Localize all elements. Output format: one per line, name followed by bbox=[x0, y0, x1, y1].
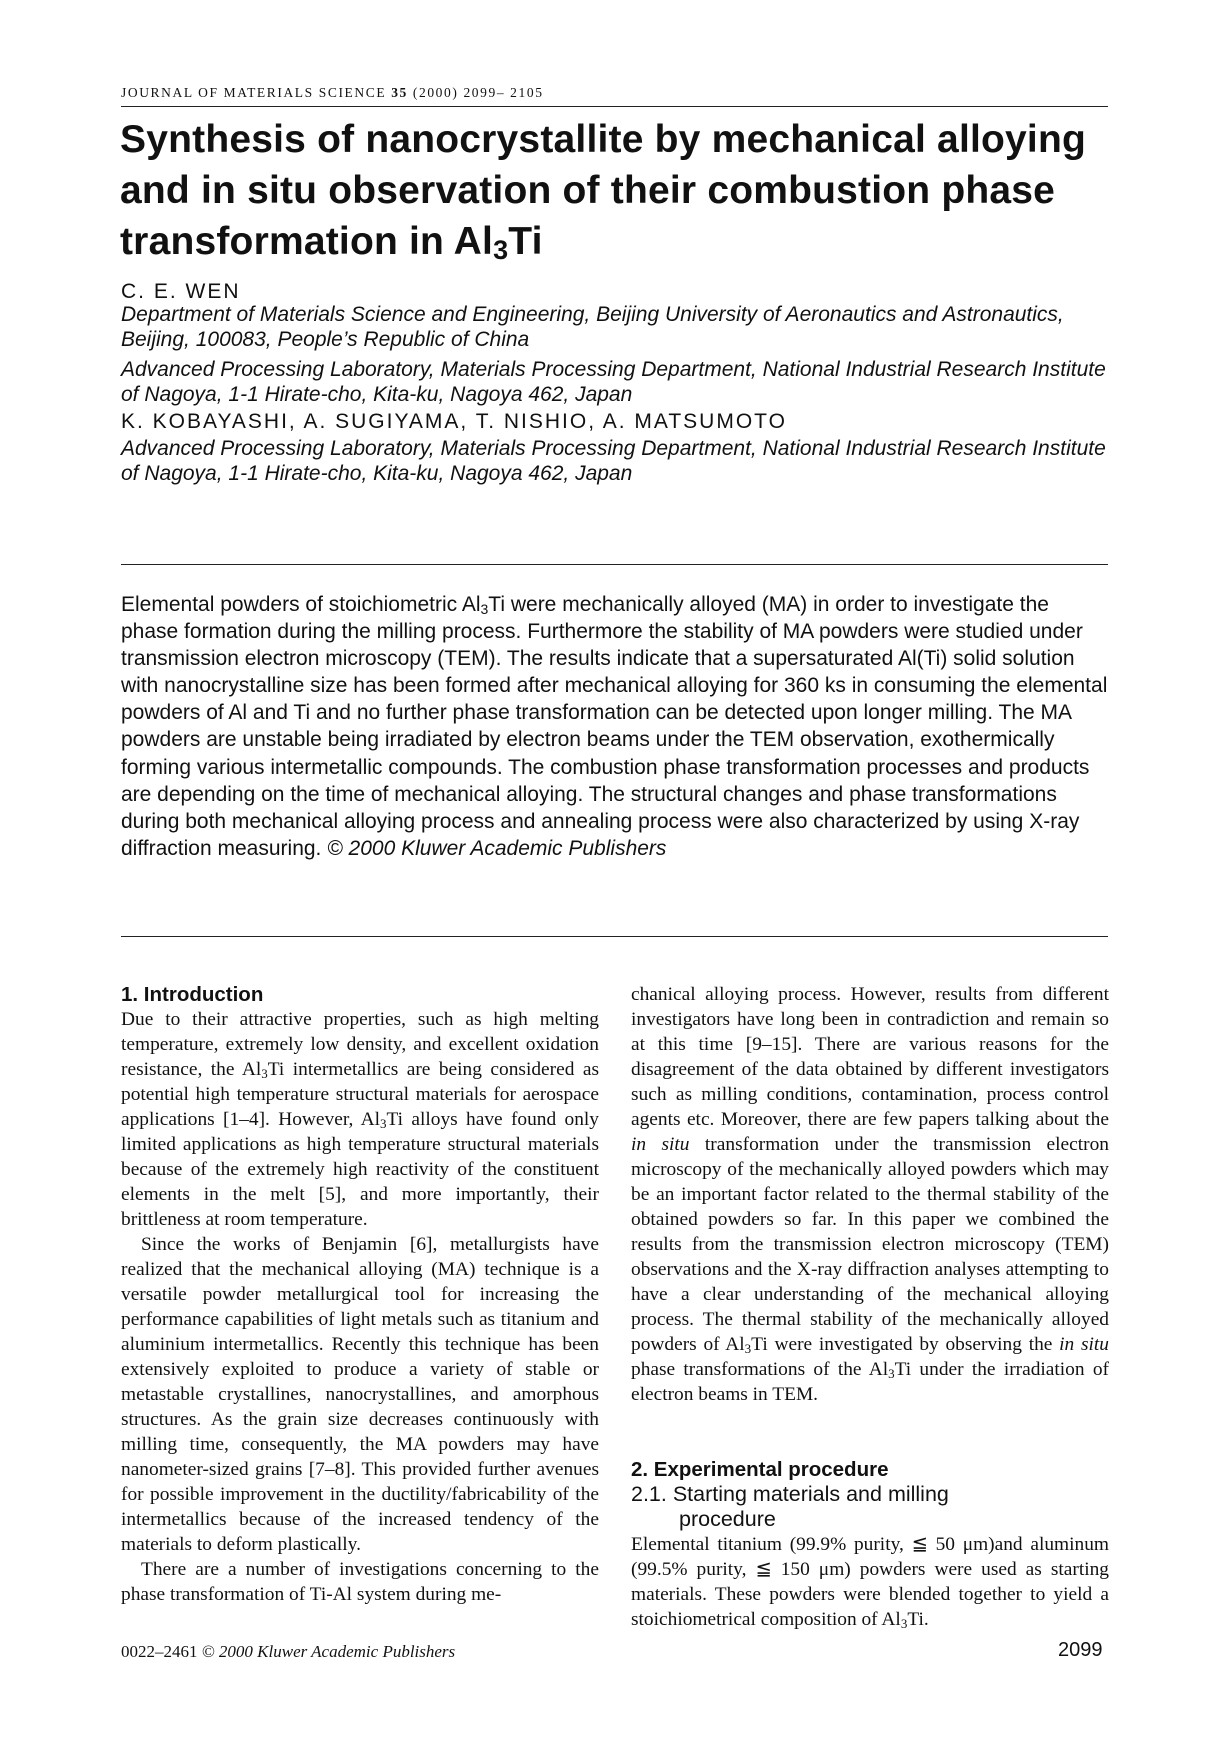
intro-p3-subscript-1: 3 bbox=[744, 1341, 752, 1356]
page-number: 2099 bbox=[1058, 1639, 1103, 1661]
intro-p3-italic-in-situ-2: in situ bbox=[1059, 1334, 1109, 1355]
footer-copyright: © 2000 Kluwer Academic Publishers bbox=[201, 1642, 456, 1661]
intro-p3-text-a: chanical alloying process. However, results from different investigators have long been in contradiction and remain so at this time [9–15]. There are various reasons for the disagreement of the data obtained by different investigators such as milling conditions, contamination, process control agents etc. Moreover, there are few papers talking about the bbox=[631, 984, 1109, 1130]
experimental-text-b: Ti. bbox=[907, 1609, 929, 1630]
intro-p3-subscript-2: 3 bbox=[888, 1366, 895, 1381]
journal-volume: 35 bbox=[391, 85, 408, 100]
abstract-bottom-rule bbox=[121, 936, 1108, 937]
intro-paragraph-1: Due to their attractive properties, such as high melting temperature, extremely low density, and excellent oxidation resistance, the $Al_3Ti$ intermetallics are being considered as potential high temperature structural materials for aerospace applications [1–4]. However, $Al_3Ti$ alloys have found only limited applications as high temperature structural materials because of the extremely high reactivity of the constituent elements in the melt [5], and more importantly, their brittleness at room temperature. bbox=[121, 1009, 600, 1230]
journal-name: JOURNAL OF MATERIALS SCIENCE 35 (2000) 2099– 2105 bbox=[121, 85, 544, 100]
experimental-procedure-heading: 2. Experimental procedure bbox=[631, 1458, 889, 1481]
author-group-1: C. E. WEN bbox=[121, 280, 241, 303]
intro-p3-italic-in-situ-1: in situ bbox=[631, 1134, 690, 1155]
intro-paragraph-3-continued bbox=[631, 982, 1109, 1407]
paper-title: Synthesis of nanocrystallite by mechanical alloying and in situ observation of their combustion phase transformation in $Al_3Ti$ bbox=[120, 118, 1087, 265]
right-column bbox=[631, 982, 1109, 1632]
intro-paragraph-3-part-1: There are a number of investigations concerning to the phase transformation of Ti-Al system during me- bbox=[121, 1559, 599, 1605]
affiliation-1: Department of Materials Science and Engineering, Beijing University of Aeronautics and Astronautics, Beijing, 100083, People’s Republic of China bbox=[121, 303, 1064, 351]
subheading-line-2: procedure bbox=[679, 1507, 776, 1531]
abstract-top-rule bbox=[121, 564, 1108, 565]
left-column bbox=[121, 982, 599, 1607]
abstract-copyright: © 2000 Kluwer Academic Publishers bbox=[327, 836, 667, 860]
journal-year-pages: (2000) 2099– 2105 bbox=[412, 85, 544, 100]
experimental-subscript: 3 bbox=[900, 1616, 908, 1631]
intro-p3-text-c: Ti were investigated by observing the bbox=[751, 1334, 1060, 1355]
intro-p3-text-e: Ti under the irradiation of electron beams in TEM. bbox=[631, 1359, 1109, 1405]
author-group-2: K. KOBAYASHI, A. SUGIYAMA, T. NISHIO, A. MATSUMOTO bbox=[121, 410, 787, 433]
footer-issn: 0022–2461 © 2000 Kluwer Academic Publishers bbox=[121, 1642, 456, 1661]
intro-paragraph-3 bbox=[121, 1557, 599, 1607]
experimental-text-a: Elemental titanium (99.9% purity, ≦ 50 μm)and aluminum (99.5% purity, ≦ 150 μm) powders were used as starting materials. These powders were blended together to yield a stoichiometrical composition of Al bbox=[631, 1534, 1109, 1630]
experimental-paragraph-1 bbox=[631, 1532, 1109, 1632]
intro-paragraph-2: Since the works of Benjamin [6], metallurgists have realized that the mechanical alloying (MA) technique is a versatile powder metallurgical tool for increasing the performance capabilities of light metals such as titanium and aluminium intermetallics. Recently this technique has been extensively exploited to produce a variety of stable or metastable crystallines, nanocrystallines, and amorphous structures. As the grain size decreases continuously with milling time, consequently, the MA powders may have nanometer-sized grains [7–8]. This provided further avenues for possible improvement in the ductility/fabricability of the intermetallics because of the increased tendency of the materials to deform plastically. bbox=[121, 1234, 599, 1555]
abstract: Elemental powders of stoichiometric $Al_3Ti$ were mechanically alloyed (MA) in order to investigate the phase formation during the milling process. Furthermore the stability of MA powders were studied under transmission electron microscopy (TEM). The results indicate that a supersaturated Al(Ti) solid solution with nanocrystalline size has been formed after mechanical alloying for 360 ks in consuming the elemental powders of Al and Ti and no further phase transformation can be detected upon longer milling. The MA powders are unstable being irradiated by electron beams under the TEM observation, exothermically forming various intermetallic compounds. The combustion phase transformation processes and products are depending on the time of mechanical alloying. The structural changes and phase transformations during both mechanical alloying process and annealing process were also characterized by using X-ray diffraction measuring. © 2000 Kluwer Academic Publishers bbox=[121, 593, 1108, 860]
introduction-heading: 1. Introduction bbox=[121, 983, 264, 1006]
starting-materials-subheading bbox=[631, 1482, 1109, 1532]
subheading-line-1: 2.1. Starting materials and milling bbox=[631, 1482, 949, 1506]
affiliation-2: Advanced Processing Laboratory, Materials Processing Department, National Industrial Research Institute of Nagoya, 1-1 Hirate-cho, Kita-ku, Nagoya 462, Japan bbox=[121, 358, 1106, 406]
affiliation-3: Advanced Processing Laboratory, Materials Processing Department, National Industrial Research Institute of Nagoya, 1-1 Hirate-cho, Kita-ku, Nagoya 462, Japan bbox=[121, 437, 1106, 485]
intro-p3-text-b: transformation under the transmission electron microscopy of the mechanically alloyed powders which may be an important factor related to the thermal stability of the obtained powders so far. In this paper we combined the results from the transmission electron microscopy (TEM) observations and the X-ray diffraction analyses attempting to have a clear understanding of the mechanical alloying process. The thermal stability of the mechanically alloyed powders of Al bbox=[631, 1134, 1109, 1355]
journal-header bbox=[121, 84, 1108, 107]
intro-p3-text-d: phase transformations of the Al bbox=[631, 1359, 889, 1380]
